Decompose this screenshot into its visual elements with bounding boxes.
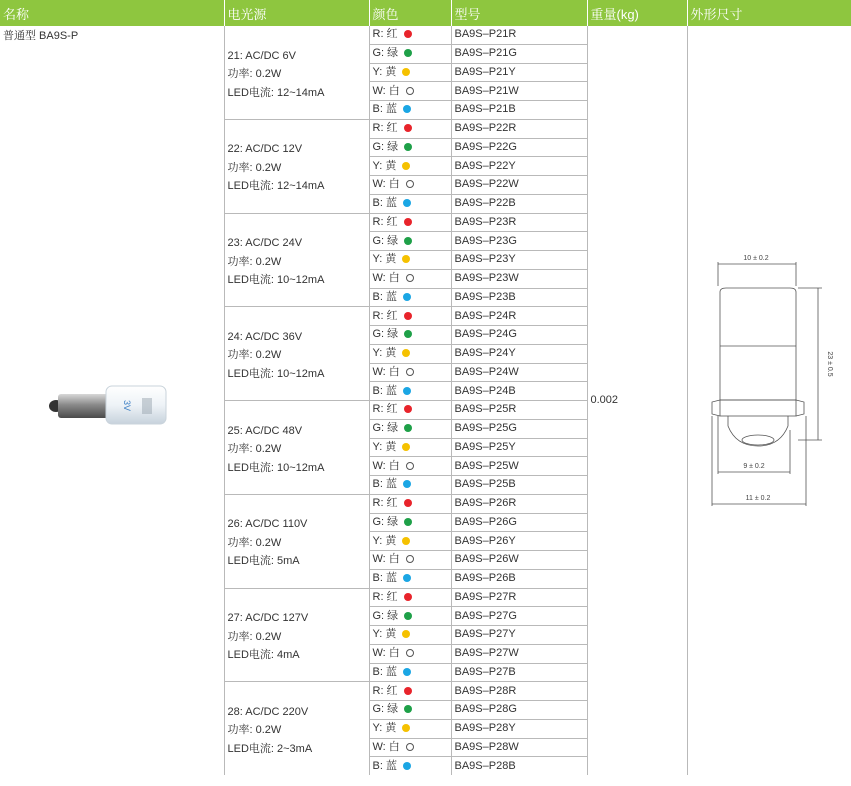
color-dot-icon <box>406 555 414 563</box>
light-source-cell <box>224 213 369 307</box>
light-source-cell <box>224 494 369 588</box>
color-dot-icon <box>402 630 410 638</box>
color-dot-icon <box>404 49 412 57</box>
color-cell <box>369 494 451 513</box>
color-cell <box>369 513 451 532</box>
model-cell: BA9S–P21G <box>451 44 587 63</box>
color-cell <box>369 326 451 345</box>
color-label: G: 绿 <box>372 703 399 716</box>
source-voltage: 25: AC/DC 48V <box>227 424 303 437</box>
color-dot-icon <box>402 162 410 170</box>
color-dot-icon <box>404 499 412 507</box>
color-cell <box>369 288 451 307</box>
color-label: G: 绿 <box>372 328 399 341</box>
header-source: 电光源 <box>224 0 369 26</box>
color-cell <box>369 607 451 626</box>
model-cell: BA9S–P27W <box>451 644 587 663</box>
color-label: R: 红 <box>372 684 398 697</box>
color-dot-icon <box>404 143 412 151</box>
color-label: G: 绿 <box>372 515 399 528</box>
dim-height: 23 ± 0.5 <box>826 351 833 377</box>
color-label: G: 绿 <box>372 422 399 435</box>
color-cell <box>369 363 451 382</box>
color-dot-icon <box>406 180 414 188</box>
source-power: 功率: 0.2W <box>227 349 282 362</box>
color-dot-icon <box>404 405 412 413</box>
color-label: B: 蓝 <box>372 384 397 397</box>
model-cell: BA9S–P26Y <box>451 532 587 551</box>
model-cell: BA9S–P26B <box>451 569 587 588</box>
color-cell <box>369 382 451 401</box>
color-label: R: 红 <box>372 590 398 603</box>
color-dot-icon <box>406 274 414 282</box>
color-cell <box>369 419 451 438</box>
color-cell <box>369 569 451 588</box>
color-label: W: 白 <box>372 365 400 378</box>
color-label: W: 白 <box>372 740 400 753</box>
color-cell <box>369 44 451 63</box>
color-label: R: 红 <box>372 122 398 135</box>
color-dot-icon <box>406 462 414 470</box>
model-cell: BA9S–P27G <box>451 607 587 626</box>
color-dot-icon <box>403 668 411 676</box>
source-voltage: 21: AC/DC 6V <box>227 49 296 62</box>
color-label: R: 红 <box>372 28 398 41</box>
color-label: B: 蓝 <box>372 197 397 210</box>
color-label: W: 白 <box>372 272 400 285</box>
model-cell: BA9S–P22B <box>451 194 587 213</box>
source-power: 功率: 0.2W <box>227 68 282 81</box>
color-cell <box>369 344 451 363</box>
color-dot-icon <box>402 349 410 357</box>
color-dot-icon <box>402 537 410 545</box>
color-dot-icon <box>403 105 411 113</box>
model-cell: BA9S–P24B <box>451 382 587 401</box>
source-power: 功率: 0.2W <box>227 255 282 268</box>
header-model: 型号 <box>451 0 587 26</box>
color-dot-icon <box>402 68 410 76</box>
product-name: 普通型 BA9S-P <box>3 30 79 42</box>
color-label: Y: 黄 <box>372 722 397 735</box>
color-dot-icon <box>404 330 412 338</box>
color-label: R: 红 <box>372 215 398 228</box>
color-dot-icon <box>404 687 412 695</box>
color-cell <box>369 457 451 476</box>
color-label: Y: 黄 <box>372 159 397 172</box>
color-cell <box>369 194 451 213</box>
color-dot-icon <box>406 743 414 751</box>
model-cell: BA9S–P23W <box>451 269 587 288</box>
color-dot-icon <box>406 87 414 95</box>
model-cell: BA9S–P28G <box>451 701 587 720</box>
header-name: 名称 <box>0 0 224 26</box>
header-dims: 外形尺寸 <box>687 0 851 26</box>
color-cell <box>369 307 451 326</box>
color-cell <box>369 438 451 457</box>
color-label: W: 白 <box>372 553 400 566</box>
color-cell <box>369 532 451 551</box>
color-cell <box>369 738 451 757</box>
color-label: G: 绿 <box>372 140 399 153</box>
color-dot-icon <box>406 368 414 376</box>
model-cell: BA9S–P24R <box>451 307 587 326</box>
source-current: LED电流: 12~14mA <box>227 180 325 193</box>
color-dot-icon <box>404 593 412 601</box>
color-dot-icon <box>404 124 412 132</box>
color-label: R: 红 <box>372 403 398 416</box>
model-cell: BA9S–P25W <box>451 457 587 476</box>
model-cell: BA9S–P28Y <box>451 719 587 738</box>
source-current: LED电流: 10~12mA <box>227 461 325 474</box>
color-cell <box>369 682 451 701</box>
color-label: W: 白 <box>372 459 400 472</box>
model-cell: BA9S–P23R <box>451 213 587 232</box>
color-label: W: 白 <box>372 84 400 97</box>
model-cell: BA9S–P24Y <box>451 344 587 363</box>
color-cell <box>369 138 451 157</box>
source-voltage: 26: AC/DC 110V <box>227 518 308 531</box>
color-dot-icon <box>404 237 412 245</box>
source-power: 功率: 0.2W <box>227 724 282 737</box>
dimension-drawing <box>706 250 836 515</box>
light-source-cell <box>224 682 369 775</box>
color-cell <box>369 63 451 82</box>
color-cell <box>369 101 451 120</box>
header-weight: 重量(kg) <box>587 0 687 26</box>
color-cell <box>369 26 451 44</box>
model-cell: BA9S–P25Y <box>451 438 587 457</box>
color-label: B: 蓝 <box>372 665 397 678</box>
product-photo <box>46 378 176 433</box>
model-cell: BA9S–P28W <box>451 738 587 757</box>
color-dot-icon <box>402 255 410 263</box>
color-dot-icon <box>404 705 412 713</box>
color-label: B: 蓝 <box>372 478 397 491</box>
model-cell: BA9S–P21R <box>451 26 587 44</box>
source-voltage: 22: AC/DC 12V <box>227 143 303 156</box>
model-cell: BA9S–P21B <box>451 101 587 120</box>
color-label: Y: 黄 <box>372 65 397 78</box>
source-power: 功率: 0.2W <box>227 630 282 643</box>
color-dot-icon <box>403 199 411 207</box>
color-label: B: 蓝 <box>372 290 397 303</box>
model-cell: BA9S–P23B <box>451 288 587 307</box>
color-label: G: 绿 <box>372 234 399 247</box>
color-cell <box>369 157 451 176</box>
model-cell: BA9S–P21W <box>451 82 587 101</box>
source-power: 功率: 0.2W <box>227 536 282 549</box>
color-dot-icon <box>403 293 411 301</box>
color-cell <box>369 663 451 682</box>
model-cell: BA9S–P24G <box>451 326 587 345</box>
model-cell: BA9S–P22R <box>451 119 587 138</box>
color-dot-icon <box>404 30 412 38</box>
color-label: R: 红 <box>372 309 398 322</box>
color-cell <box>369 401 451 420</box>
color-label: B: 蓝 <box>372 572 397 585</box>
color-cell <box>369 719 451 738</box>
color-label: G: 绿 <box>372 609 399 622</box>
color-dot-icon <box>404 218 412 226</box>
light-source-cell <box>224 307 369 401</box>
color-label: W: 白 <box>372 178 400 191</box>
color-dot-icon <box>404 518 412 526</box>
source-current: LED电流: 10~12mA <box>227 367 325 380</box>
color-cell <box>369 476 451 495</box>
color-cell <box>369 644 451 663</box>
model-cell: BA9S–P25B <box>451 476 587 495</box>
color-cell <box>369 588 451 607</box>
model-cell: BA9S–P26G <box>451 513 587 532</box>
model-cell: BA9S–P22W <box>451 176 587 195</box>
source-voltage: 24: AC/DC 36V <box>227 330 303 343</box>
color-label: W: 白 <box>372 647 400 660</box>
color-cell <box>369 176 451 195</box>
color-label: Y: 黄 <box>372 253 397 266</box>
source-power: 功率: 0.2W <box>227 161 282 174</box>
color-cell <box>369 213 451 232</box>
model-cell: BA9S–P22Y <box>451 157 587 176</box>
color-cell <box>369 757 451 775</box>
dim-base-width: 9 ± 0.2 <box>743 463 765 470</box>
model-cell: BA9S–P28R <box>451 682 587 701</box>
color-dot-icon <box>402 724 410 732</box>
color-dot-icon <box>403 574 411 582</box>
model-cell: BA9S–P26W <box>451 551 587 570</box>
source-voltage: 27: AC/DC 127V <box>227 612 309 625</box>
color-cell <box>369 82 451 101</box>
light-source-cell <box>224 401 369 495</box>
color-cell <box>369 119 451 138</box>
color-cell <box>369 701 451 720</box>
color-label: Y: 黄 <box>372 440 397 453</box>
model-cell: BA9S–P21Y <box>451 63 587 82</box>
light-source-cell <box>224 588 369 682</box>
color-dot-icon <box>403 480 411 488</box>
source-power: 功率: 0.2W <box>227 443 282 456</box>
color-label: B: 蓝 <box>372 103 397 116</box>
color-label: G: 绿 <box>372 47 399 60</box>
source-voltage: 23: AC/DC 24V <box>227 237 303 250</box>
light-source-cell <box>224 26 369 119</box>
source-voltage: 28: AC/DC 220V <box>227 705 309 718</box>
color-dot-icon <box>403 387 411 395</box>
table-row <box>0 26 851 44</box>
model-cell: BA9S–P27Y <box>451 626 587 645</box>
source-current: LED电流: 4mA <box>227 649 300 662</box>
source-current: LED电流: 5mA <box>227 555 300 568</box>
model-cell: BA9S–P27B <box>451 663 587 682</box>
color-label: R: 红 <box>372 497 398 510</box>
bulb-label: 3V <box>122 400 132 412</box>
model-cell: BA9S–P27R <box>451 588 587 607</box>
model-cell: BA9S–P26R <box>451 494 587 513</box>
source-current: LED电流: 10~12mA <box>227 274 325 287</box>
model-cell: BA9S–P23Y <box>451 251 587 270</box>
model-cell: BA9S–P24W <box>451 363 587 382</box>
model-cell: BA9S–P25G <box>451 419 587 438</box>
light-source-cell <box>224 119 369 213</box>
color-cell <box>369 626 451 645</box>
color-dot-icon <box>404 312 412 320</box>
source-current: LED电流: 2~3mA <box>227 742 313 755</box>
color-cell <box>369 251 451 270</box>
color-dot-icon <box>404 424 412 432</box>
header-row <box>0 0 851 26</box>
color-label: Y: 黄 <box>372 534 397 547</box>
dim-top-width: 10 ± 0.2 <box>743 255 769 262</box>
dim-bottom-width: 11 ± 0.2 <box>745 495 771 502</box>
color-dot-icon <box>402 443 410 451</box>
source-current: LED电流: 12~14mA <box>227 86 325 99</box>
color-dot-icon <box>403 762 411 770</box>
color-cell <box>369 232 451 251</box>
header-color: 颜色 <box>369 0 451 26</box>
weight-cell: 0.002 <box>587 26 687 775</box>
color-label: B: 蓝 <box>372 759 397 772</box>
model-cell: BA9S–P25R <box>451 401 587 420</box>
model-cell: BA9S–P28B <box>451 757 587 775</box>
color-cell <box>369 269 451 288</box>
color-dot-icon <box>404 612 412 620</box>
model-cell: BA9S–P23G <box>451 232 587 251</box>
model-cell: BA9S–P22G <box>451 138 587 157</box>
color-label: Y: 黄 <box>372 628 397 641</box>
color-label: Y: 黄 <box>372 347 397 360</box>
color-cell <box>369 551 451 570</box>
color-dot-icon <box>406 649 414 657</box>
